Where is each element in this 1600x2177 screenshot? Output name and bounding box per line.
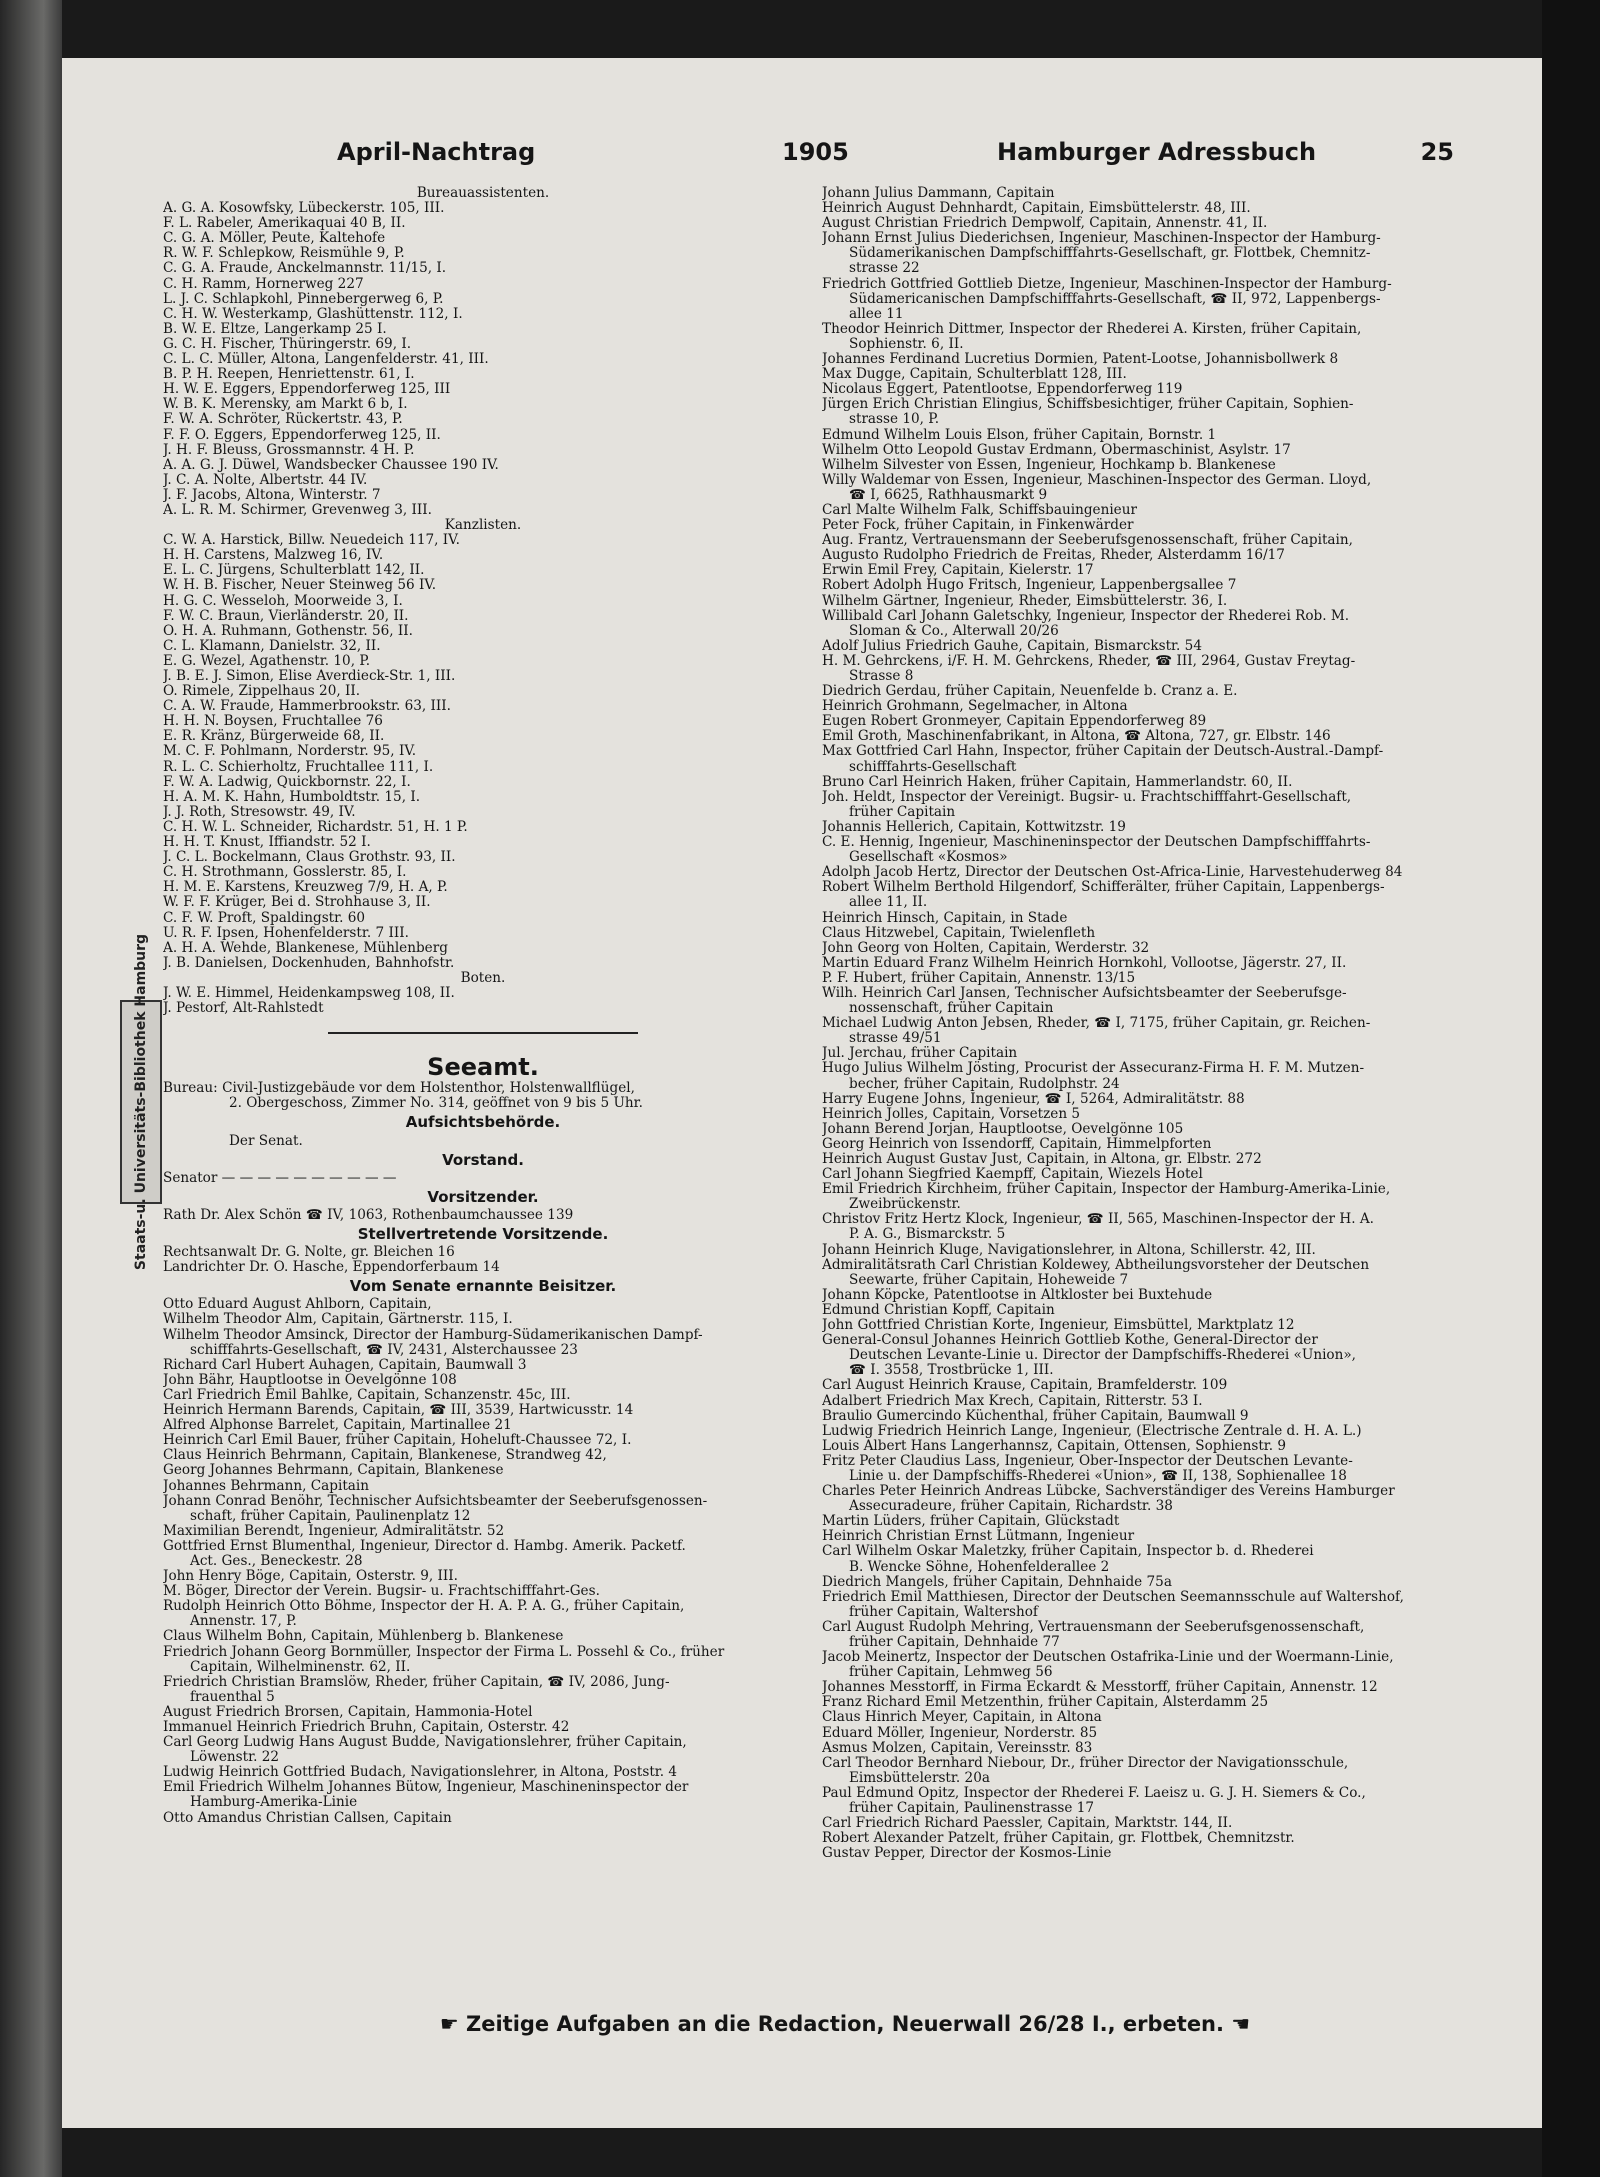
beisitzer-heading: Vom Senate ernannte Beisitzer. — [349, 1277, 617, 1296]
list-item: ☎ I, 6625, Rathhausmarkt 9 — [849, 487, 1048, 503]
list-item: C. L. Klamann, Danielstr. 32, II. — [163, 638, 381, 654]
list-item: Löwenstr. 22 — [190, 1750, 280, 1766]
vorsitz-heading: Vorsitzender. — [427, 1187, 539, 1206]
list-item: U. R. F. Ipsen, Hohenfelderstr. 7 III. — [163, 925, 409, 941]
list-item: E. G. Wezel, Agathenstr. 10, P. — [163, 653, 371, 669]
list-item: Otto Amandus Christian Callsen, Capitain — [163, 1810, 452, 1826]
list-item: R. L. C. Schierholtz, Fruchtallee 111, I. — [163, 759, 434, 775]
list-item: Emil Friedrich Wilhelm Johannes Bütow, Ingenieur, Maschineninspector der — [163, 1780, 689, 1796]
list-item: Claus Wilhelm Bohn, Capitain, Mühlenberg b. Blankenese — [163, 1629, 564, 1645]
list-item: Maximilian Berendt, Ingenieur, Admiralitätstr. 52 — [163, 1523, 505, 1539]
list-item: Johann Heinrich Kluge, Navigationslehrer, in Altona, Schillerstr. 42, III. — [822, 1242, 1316, 1258]
list-item: Hugo Julius Wilhelm Jösting, Procurist der Assecuranz-Firma H. F. M. Mutzen- — [822, 1061, 1365, 1077]
list-item: Sloman & Co., Alterwall 20/26 — [849, 623, 1059, 639]
list-item: Friedrich Christian Bramslöw, Rheder, früher Capitain, ☎ IV, 2086, Jung- — [163, 1674, 670, 1690]
list-item: Friedrich Johann Georg Bornmüller, Inspector der Firma L. Possehl & Co., früher — [163, 1644, 725, 1660]
list-item: A. H. A. Wehde, Blankenese, Mühlenberg — [163, 940, 448, 956]
list-item: B. Wencke Söhne, Hohenfelderallee 2 — [849, 1559, 1110, 1575]
footer-notice: ☛ Zeitige Aufgaben an die Redaction, Neuerwall 26/28 I., erbeten. ☚ — [439, 2012, 1251, 2036]
list-item: Diedrich Mangels, früher Capitain, Dehnhaide 75a — [822, 1574, 1172, 1590]
list-item: Christov Fritz Hertz Klock, Ingenieur, ☎ II, 565, Maschinen-Inspector der H. A. — [822, 1212, 1375, 1228]
list-item: Johannes Ferdinand Lucretius Dormien, Patent-Lootse, Johannisbollwerk 8 — [822, 352, 1339, 368]
aufsicht-heading: Aufsichtsbehörde. — [405, 1113, 561, 1132]
list-item: Carl Theodor Bernhard Niebour, Dr., früher Director der Navigationsschule, — [822, 1755, 1349, 1771]
list-item: Heinrich Christian Ernst Lütmann, Ingenieur — [822, 1529, 1135, 1545]
list-item: Johann Berend Jorjan, Hauptlootse, Oevelgönne 105 — [822, 1121, 1184, 1137]
list-item: Claus Hitzwebel, Capitain, Twielenfleth — [822, 925, 1096, 941]
list-item: Wilhelm Theodor Amsinck, Director der Hamburg-Südamerikanischen Dampf- — [163, 1327, 703, 1343]
list-item: Assecuradeure, früher Capitain, Richardstr. 38 — [849, 1499, 1173, 1515]
list-item: E. L. C. Jürgens, Schulterblatt 142, II. — [163, 563, 425, 579]
list-item: Max Gottfried Carl Hahn, Inspector, früher Capitain der Deutsch-Austral.-Dampf- — [822, 744, 1384, 760]
list-item: Carl Friedrich Richard Paessler, Capitain, Marktstr. 144, II. — [822, 1816, 1233, 1832]
list-item: Joh. Heldt, Inspector der Vereinigt. Bugsir- u. Frachtschifffahrt-Gesellschaft, — [822, 789, 1352, 805]
list-item: A. L. R. M. Schirmer, Grevenweg 3, III. — [163, 502, 432, 518]
list-item: Robert Alexander Patzelt, früher Capitain, gr. Flottbek, Chemnitzstr. — [822, 1831, 1295, 1847]
list-item: Martin Lüders, früher Capitain, Glückstadt — [822, 1514, 1120, 1530]
list-item: Carl Friedrich Emil Bahlke, Capitain, Schanzenstr. 45c, III. — [163, 1387, 571, 1403]
list-subheading: Bureauassistenten. — [416, 186, 550, 201]
header-year: 1905 — [782, 138, 849, 166]
list-item: Johann Ernst Julius Diederichsen, Ingenieur, Maschinen-Inspector der Hamburg- — [822, 231, 1381, 247]
header-section-label: April-Nachtrag — [337, 138, 536, 166]
bureau-line-2: 2. Obergeschoss, Zimmer No. 314, geöffnet von 9 bis 5 Uhr. — [229, 1096, 643, 1112]
list-item: J. C. A. Nolte, Albertstr. 44 IV. — [163, 472, 368, 488]
list-item: Harry Eugene Johns, Ingenieur, ☎ I, 5264, Admiralitätstr. 88 — [822, 1091, 1245, 1107]
list-item: Franz Richard Emil Metzenthin, früher Capitain, Alsterdamm 25 — [822, 1695, 1269, 1711]
list-item: John Gottfried Christian Korte, Ingenieur, Eimsbüttel, Marktplatz 12 — [822, 1318, 1295, 1334]
list-item: C. F. W. Proft, Spaldingstr. 60 — [163, 910, 366, 926]
list-item: Immanuel Heinrich Friedrich Bruhn, Capitain, Osterstr. 42 — [163, 1720, 570, 1735]
list-item: Heinrich Grohmann, Segelmacher, in Altona — [822, 699, 1128, 715]
list-item: H. H. Carstens, Malzweg 16, IV. — [163, 548, 384, 564]
list-item: F. L. Rabeler, Amerikaquai 40 B, II. — [163, 216, 406, 232]
list-item: Annenstr. 17, P. — [190, 1614, 297, 1630]
list-item: Fritz Peter Claudius Lass, Ingenieur, Ober-Inspector der Deutschen Levante- — [822, 1453, 1353, 1469]
list-item: Diedrich Gerdau, früher Capitain, Neuenfelde b. Cranz a. E. — [822, 684, 1238, 700]
list-item: C. H. Ramm, Hornerweg 227 — [163, 276, 364, 292]
list-item: Richard Carl Hubert Auhagen, Capitain, Baumwall 3 — [163, 1357, 527, 1373]
list-item: Carl Wilhelm Oskar Maletzky, früher Capitain, Inspector b. d. Rhederei — [822, 1544, 1314, 1560]
list-item: J. W. E. Himmel, Heidenkampsweg 108, II. — [163, 985, 455, 1001]
list-item: Willy Waldemar von Essen, Ingenieur, Maschinen-Inspector des German. Lloyd, — [822, 472, 1372, 488]
list-item: Gesellschaft «Kosmos» — [849, 850, 1008, 866]
list-item: M. C. F. Pohlmann, Norderstr. 95, IV. — [163, 744, 417, 760]
list-item: W. H. B. Fischer, Neuer Steinweg 56 IV. — [163, 578, 437, 594]
list-item: C. W. A. Harstick, Billw. Neuedeich 117, IV. — [163, 533, 460, 549]
list-item: F. W. C. Braun, Vierländerstr. 20, II. — [163, 608, 409, 624]
list-item: allee 11 — [849, 306, 904, 322]
list-item: Heinrich Jolles, Capitain, Vorsetzen 5 — [822, 1106, 1081, 1122]
list-item: Ludwig Heinrich Gottfried Budach, Navigationslehrer, in Altona, Poststr. 4 — [163, 1765, 678, 1781]
list-item: Johannes Messtorff, in Firma Eckardt & Messtorff, früher Capitain, Annenstr. 12 — [822, 1680, 1378, 1696]
staff-list — [163, 186, 803, 1016]
list-item: Otto Eduard August Ahlborn, Capitain, — [163, 1297, 432, 1313]
list-item: John Bähr, Hauptlootse in Oevelgönne 108 — [163, 1372, 457, 1388]
list-item: Heinrich Hinsch, Capitain, in Stade — [822, 910, 1068, 926]
bureau-block — [163, 1081, 803, 1111]
list-item: allee 11, II. — [849, 895, 928, 911]
list-item: F. F. O. Eggers, Eppendorferweg 125, II. — [163, 427, 441, 443]
left-column — [163, 186, 803, 1826]
list-item: Admiralitätsrath Carl Christian Koldewey, Abtheilungsvorsteher der Deutschen — [822, 1257, 1370, 1273]
list-item: H. H. T. Knust, Iffiandstr. 52 I. — [163, 835, 371, 851]
list-item: A. G. A. Kosowfsky, Lübeckerstr. 105, III. — [163, 201, 445, 217]
list-item: C. H. Strothmann, Gosslerstr. 85, I. — [163, 865, 407, 881]
list-item: H. W. E. Eggers, Eppendorferweg 125, III — [163, 382, 451, 398]
list-item: Rudolph Heinrich Otto Böhme, Inspector der H. A. P. A. G., früher Capitain, — [163, 1599, 685, 1615]
list-item: Wilhelm Theodor Alm, Capitain, Gärtnerstr. 115, I. — [163, 1312, 513, 1328]
list-item: Johann Köpcke, Patentlootse in Altkloster bei Buxtehude — [822, 1287, 1213, 1303]
list-item: Seewarte, früher Capitain, Hoheweide 7 — [849, 1272, 1129, 1288]
list-item: Wilhelm Gärtner, Ingenieur, Rheder, Eimsbüttelerstr. 36, I. — [822, 593, 1228, 609]
list-item: Peter Fock, früher Capitain, in Finkenwärder — [822, 518, 1134, 534]
list-item: Südamerikanischen Dampfschifffahrts-Gesellschaft, gr. Flottbek, Chemnitz- — [849, 246, 1371, 262]
list-item: Eugen Robert Gronmeyer, Capitain Eppendorferweg 89 — [822, 714, 1207, 730]
list-item: Nicolaus Eggert, Patentlootse, Eppendorferweg 119 — [822, 382, 1183, 398]
list-item: frauenthal 5 — [190, 1689, 275, 1705]
list-item: Friedrich Gottfried Gottlieb Dietze, Ingenieur, Maschinen-Inspector der Hamburg- — [822, 276, 1392, 292]
list-item: Theodor Heinrich Dittmer, Inspector der Rhederei A. Kirsten, früher Capitain, — [822, 321, 1362, 337]
list-item: Aug. Frantz, Vertrauensmann der Seeberufsgenossenschaft, früher Capitain, — [822, 533, 1353, 549]
list-item: W. F. F. Krüger, Bei d. Strohhause 3, II. — [163, 895, 431, 911]
list-item: B. P. H. Reepen, Henriettenstr. 61, I. — [163, 367, 415, 383]
bureau-label: Bureau: — [163, 1081, 218, 1097]
list-item: Emil Groth, Maschinenfabrikant, in Altona, ☎ Altona, 727, gr. Elbstr. 146 — [822, 729, 1331, 745]
list-item: Heinrich August Gustav Just, Capitain, in Altona, gr. Elbstr. 272 — [822, 1152, 1262, 1167]
list-item: L. J. C. Schlapkohl, Pinnebergerweg 6, P. — [163, 291, 444, 307]
list-item: Heinrich August Dehnhardt, Capitain, Eimsbüttelerstr. 48, III. — [822, 201, 1251, 217]
list-item: Adolf Julius Friedrich Gauhe, Capitain, Bismarckstr. 54 — [822, 638, 1202, 654]
list-item: Strasse 8 — [849, 669, 914, 684]
stellvertreter-line: Rechtsanwalt Dr. G. Nolte, gr. Bleichen 16 — [163, 1245, 455, 1261]
vorsitz-text: Rath Dr. Alex Schön ☎ IV, 1063, Rothenbaumchaussee 139 — [163, 1207, 574, 1223]
list-item: John Henry Böge, Capitain, Osterstr. 9, III. — [163, 1569, 458, 1585]
list-item: J. B. E. J. Simon, Elise Averdieck-Str. 1, III. — [163, 669, 456, 684]
list-item: C. G. A. Fraude, Anckelmannstr. 11/15, I. — [163, 261, 447, 277]
list-item: Edmund Wilhelm Louis Elson, früher Capitain, Bornstr. 1 — [822, 427, 1217, 443]
list-item: Carl Malte Wilhelm Falk, Schiffsbauingenieur — [822, 502, 1137, 518]
list-item: Heinrich Hermann Barends, Capitain, ☎ III, 3539, Hartwicusstr. 14 — [163, 1403, 634, 1419]
aufsicht-text: Der Senat. — [229, 1133, 303, 1149]
list-item: Georg Heinrich von Issendorff, Capitain, Himmelpforten — [822, 1136, 1212, 1152]
list-item: Louis Albert Hans Langerhannsz, Capitain, Ottensen, Sophienstr. 9 — [822, 1438, 1287, 1454]
list-item: Johannes Behrmann, Capitain — [163, 1478, 370, 1494]
list-item: F. W. A. Schröter, Rückertstr. 43, P. — [163, 412, 403, 428]
page-number: 25 — [1420, 138, 1454, 166]
scan-border — [1542, 0, 1600, 2177]
list-item: Südamericanischen Dampfschifffahrts-Gesellschaft, ☎ II, 972, Lappenbergs- — [849, 291, 1381, 307]
list-item: J. H. F. Bleuss, Grossmannstr. 4 H. P. — [163, 442, 415, 458]
list-item: Claus Heinrich Behrmann, Capitain, Blankenese, Strandweg 42, — [163, 1448, 607, 1464]
list-item: Johann Julius Dammann, Capitain — [822, 186, 1055, 201]
list-item: früher Capitain — [849, 804, 956, 820]
bureau-line-1 — [163, 1081, 803, 1096]
list-item: Wilh. Heinrich Carl Jansen, Technischer Aufsichtsbeamter der Seeberufsge- — [822, 985, 1347, 1001]
list-item: August Christian Friedrich Dempwolf, Capitain, Annenstr. 41, II. — [822, 216, 1268, 232]
list-item: C. E. Hennig, Ingenieur, Maschineninspector der Deutschen Dampfschifffahrts- — [822, 835, 1371, 851]
stellvertreter-heading: Stellvertretende Vorsitzende. — [357, 1225, 609, 1243]
list-item: früher Capitain, Dehnhaide 77 — [849, 1635, 1060, 1650]
library-stamp — [120, 933, 162, 1271]
list-item: W. B. K. Merensky, am Markt 6 b, I. — [163, 397, 408, 413]
list-item: H. M. Gehrckens, i/F. H. M. Gehrckens, Rheder, ☎ III, 2964, Gustav Freytag- — [822, 653, 1356, 669]
list-item: Edmund Christian Kopff, Capitain — [822, 1302, 1055, 1318]
list-item: Willibald Carl Johann Galetschky, Ingenieur, Inspector der Rhederei Rob. M. — [822, 608, 1350, 624]
beisitzer-list — [163, 1297, 803, 1825]
list-item: F. W. A. Ladwig, Quickbornstr. 22, I. — [163, 774, 411, 790]
list-item: Linie u. der Dampfschiffs-Rhederei «Union», ☎ II, 138, Sophienallee 18 — [849, 1468, 1347, 1484]
list-item: Johann Conrad Benöhr, Technischer Aufsichtsbeamter der Seeberufsgenossen- — [163, 1493, 708, 1509]
list-item: Michael Ludwig Anton Jebsen, Rheder, ☎ I, 7175, früher Capitain, gr. Reichen- — [822, 1016, 1371, 1032]
list-item: E. R. Kränz, Bürgerweide 68, II. — [163, 729, 385, 745]
list-item: Wilhelm Silvester von Essen, Ingenieur, Hochkamp b. Blankenese — [822, 457, 1276, 473]
vorstand-heading: Vorstand. — [442, 1150, 524, 1169]
list-item: Friedrich Emil Matthiesen, Director der Deutschen Seemannsschule auf Waltershof, — [822, 1589, 1404, 1605]
list-item: Alfred Alphonse Barrelet, Capitain, Martinallee 21 — [163, 1418, 512, 1434]
list-item: Gottfried Ernst Blumenthal, Ingenieur, Director d. Hambg. Amerik. Packetf. — [163, 1538, 686, 1554]
list-item: Johannis Hellerich, Capitain, Kottwitzstr. 19 — [822, 819, 1126, 835]
beisitzer-list-continued — [822, 186, 1456, 1861]
list-item: Hamburg-Amerika-Linie — [190, 1795, 358, 1811]
list-item: Emil Friedrich Kirchheim, früher Capitain, Inspector der Hamburg-Amerika-Linie, — [822, 1182, 1391, 1198]
list-item: Zweibrückenstr. — [849, 1197, 961, 1213]
list-item: P. F. Hubert, früher Capitain, Annenstr. 13/15 — [822, 970, 1136, 986]
list-item: ☎ I. 3558, Trostbrücke 1, III. — [849, 1363, 1054, 1379]
list-item: Erwin Emil Frey, Capitain, Kielerstr. 17 — [822, 563, 1094, 579]
list-item: J. F. Jacobs, Altona, Winterstr. 7 — [163, 487, 381, 503]
list-item: Deutschen Levante-Linie u. Director der Dampfschiffs-Rhederei «Union», — [849, 1348, 1357, 1364]
bureau-address: Civil-Justizgebäude vor dem Holstenthor, Holstenwallflügel, — [222, 1081, 635, 1097]
list-item: H. A. M. K. Hahn, Humboldtstr. 15, I. — [163, 789, 421, 805]
list-item: becher, früher Capitain, Rudolphstr. 24 — [849, 1076, 1120, 1092]
list-item: H. M. E. Karstens, Kreuzweg 7/9, H. A, P. — [163, 880, 448, 896]
list-item: O. H. A. Ruhmann, Gothenstr. 56, II. — [163, 623, 413, 639]
page-header — [337, 138, 1454, 174]
list-item: Claus Hinrich Meyer, Capitain, in Altona — [822, 1710, 1102, 1726]
right-column — [822, 186, 1456, 1861]
list-item: Wilhelm Otto Leopold Gustav Erdmann, Obermaschinist, Asylstr. 17 — [822, 442, 1291, 458]
list-item: früher Capitain, Waltershof — [849, 1604, 1038, 1620]
list-item: C. H. W. Westerkamp, Glashüttenstr. 112, I. — [163, 306, 463, 322]
list-item: Sophienstr. 6, II. — [849, 336, 964, 352]
section-divider — [328, 1032, 638, 1034]
list-item: B. W. E. Eltze, Langerkamp 25 I. — [163, 321, 387, 337]
list-item: H. G. C. Wesseloh, Moorweide 3, I. — [163, 593, 403, 609]
list-item: Gustav Pepper, Director der Kosmos-Linie — [822, 1846, 1112, 1862]
list-item: Braulio Gumercindo Küchenthal, früher Capitain, Baumwall 9 — [822, 1408, 1249, 1424]
list-item: strasse 10, P. — [849, 412, 940, 428]
list-item: Jacob Meinertz, Inspector der Deutschen Ostafrika-Linie und der Woermann-Linie, — [822, 1650, 1394, 1666]
list-item: Heinrich Carl Emil Bauer, früher Capitain, Hoheluft-Chaussee 72, I. — [163, 1433, 632, 1449]
list-item: John Georg von Holten, Capitain, Werderstr. 32 — [822, 940, 1150, 956]
list-item: General-Consul Johannes Heinrich Gottlieb Kothe, General-Director der — [822, 1333, 1318, 1349]
list-item: C. L. C. Müller, Altona, Langenfelderstr. 41, III. — [163, 352, 489, 368]
vorstand-text: Senator — — — — — — — — — — — [163, 1170, 397, 1186]
list-item: A. A. G. J. Düwel, Wandsbecker Chaussee 190 IV. — [163, 457, 499, 473]
header-title: Hamburger Adressbuch — [997, 138, 1317, 166]
list-item: Asmus Molzen, Capitain, Vereinsstr. 83 — [822, 1740, 1093, 1756]
list-item: strasse 22 — [849, 261, 920, 277]
list-item: C. A. W. Fraude, Hammerbrookstr. 63, III. — [163, 699, 451, 715]
list-item: Jürgen Erich Christian Elingius, Schiffsbesichtiger, früher Capitain, Sophien- — [822, 397, 1354, 413]
list-item: Ludwig Friedrich Heinrich Lange, Ingenieur, (Electrische Zentrale d. H. A. L.) — [822, 1423, 1362, 1439]
list-item: Carl August Rudolph Mehring, Vertrauensmann der Seeberufsgenossenschaft, — [822, 1619, 1365, 1635]
list-item: Paul Edmund Opitz, Inspector der Rhederei F. Laeisz u. G. J. H. Siemers & Co., — [822, 1785, 1366, 1801]
list-item: Max Dugge, Capitain, Schulterblatt 128, III. — [822, 367, 1127, 383]
list-item: strasse 49/51 — [849, 1031, 942, 1047]
book-binding-edge — [0, 0, 62, 2177]
list-item: C. G. A. Möller, Peute, Kaltehofe — [163, 231, 386, 247]
list-item: Robert Wilhelm Berthold Hilgendorf, Schifferälter, früher Capitain, Lappenbergs- — [822, 880, 1385, 896]
list-item: schaft, früher Capitain, Paulinenplatz 12 — [190, 1508, 471, 1524]
list-item: August Friedrich Brorsen, Capitain, Hammonia-Hotel — [163, 1704, 533, 1720]
list-item: Martin Eduard Franz Wilhelm Heinrich Hornkohl, Vollootse, Jägerstr. 27, II. — [822, 955, 1347, 971]
list-item: nossenschaft, früher Capitain — [849, 1001, 1054, 1017]
list-item: früher Capitain, Lehmweg 56 — [849, 1665, 1053, 1681]
list-item: J. J. Roth, Stresowstr. 49, IV. — [163, 804, 356, 820]
list-item: Augusto Rudolpho Friedrich de Freitas, Rheder, Alsterdamm 16/17 — [822, 548, 1285, 564]
list-item: C. H. W. L. Schneider, Richardstr. 51, H. 1 P. — [163, 819, 468, 835]
list-item: Georg Johannes Behrmann, Capitain, Blankenese — [163, 1463, 504, 1479]
list-item: Act. Ges., Beneckestr. 28 — [190, 1553, 363, 1569]
list-item: O. Rimele, Zippelhaus 20, II. — [163, 684, 361, 700]
list-item: Robert Adolph Hugo Fritsch, Ingenieur, Lappenbergsallee 7 — [822, 578, 1237, 594]
list-item: Carl Johann Siegfried Kaempff, Capitain, Wiezels Hotel — [822, 1167, 1203, 1183]
list-item: früher Capitain, Paulinenstrasse 17 — [849, 1801, 1095, 1817]
list-item: Eimsbüttelerstr. 20a — [849, 1770, 990, 1786]
list-item: Carl August Heinrich Krause, Capitain, Bramfelderstr. 109 — [822, 1378, 1228, 1394]
list-item: G. C. H. Fischer, Thüringerstr. 69, I. — [163, 336, 412, 352]
list-item: Charles Peter Heinrich Andreas Lübcke, Sachverständiger des Vereins Hamburger — [822, 1484, 1395, 1500]
stellvertreter-line: Landrichter Dr. O. Hasche, Eppendorferbaum 14 — [163, 1260, 500, 1276]
library-stamp-text: Staats-u. Universitäts-Bibliothek Hamburg — [133, 933, 149, 1271]
list-subheading: Boten. — [460, 970, 506, 986]
seeamt-title: Seeamt. — [427, 1053, 539, 1082]
list-item: Capitain, Wilhelminenstr. 62, II. — [190, 1659, 411, 1675]
list-item: Bruno Carl Heinrich Haken, früher Capitain, Hammerlandstr. 60, II. — [822, 774, 1293, 790]
list-item: H. H. N. Boysen, Fruchtallee 76 — [163, 714, 383, 730]
list-item: Jul. Jerchau, früher Capitain — [822, 1046, 1018, 1062]
list-item: R. W. F. Schlepkow, Reismühle 9, P. — [163, 246, 405, 262]
list-item: schifffahrts-Gesellschaft, ☎ IV, 2431, Alsterchaussee 23 — [190, 1342, 578, 1358]
list-item: Eduard Möller, Ingenieur, Norderstr. 85 — [822, 1725, 1098, 1741]
list-item: schifffahrts-Gesellschaft — [849, 759, 1017, 775]
list-item: Adolph Jacob Hertz, Director der Deutschen Ost-Africa-Linie, Harvestehuderweg 84 — [822, 865, 1403, 881]
list-item: J. C. L. Bockelmann, Claus Grothstr. 93, II. — [163, 850, 456, 866]
list-item: Adalbert Friedrich Max Krech, Capitain, Ritterstr. 53 I. — [822, 1393, 1203, 1409]
list-item: M. Böger, Director der Verein. Bugsir- u. Frachtschifffahrt-Ges. — [163, 1584, 600, 1600]
list-item: J. B. Danielsen, Dockenhuden, Bahnhofstr. — [163, 955, 455, 971]
list-item: J. Pestorf, Alt-Rahlstedt — [163, 1001, 324, 1017]
list-subheading: Kanzlisten. — [444, 518, 522, 534]
list-item: P. A. G., Bismarckstr. 5 — [849, 1227, 1006, 1243]
list-item: Carl Georg Ludwig Hans August Budde, Navigationslehrer, früher Capitain, — [163, 1735, 687, 1751]
